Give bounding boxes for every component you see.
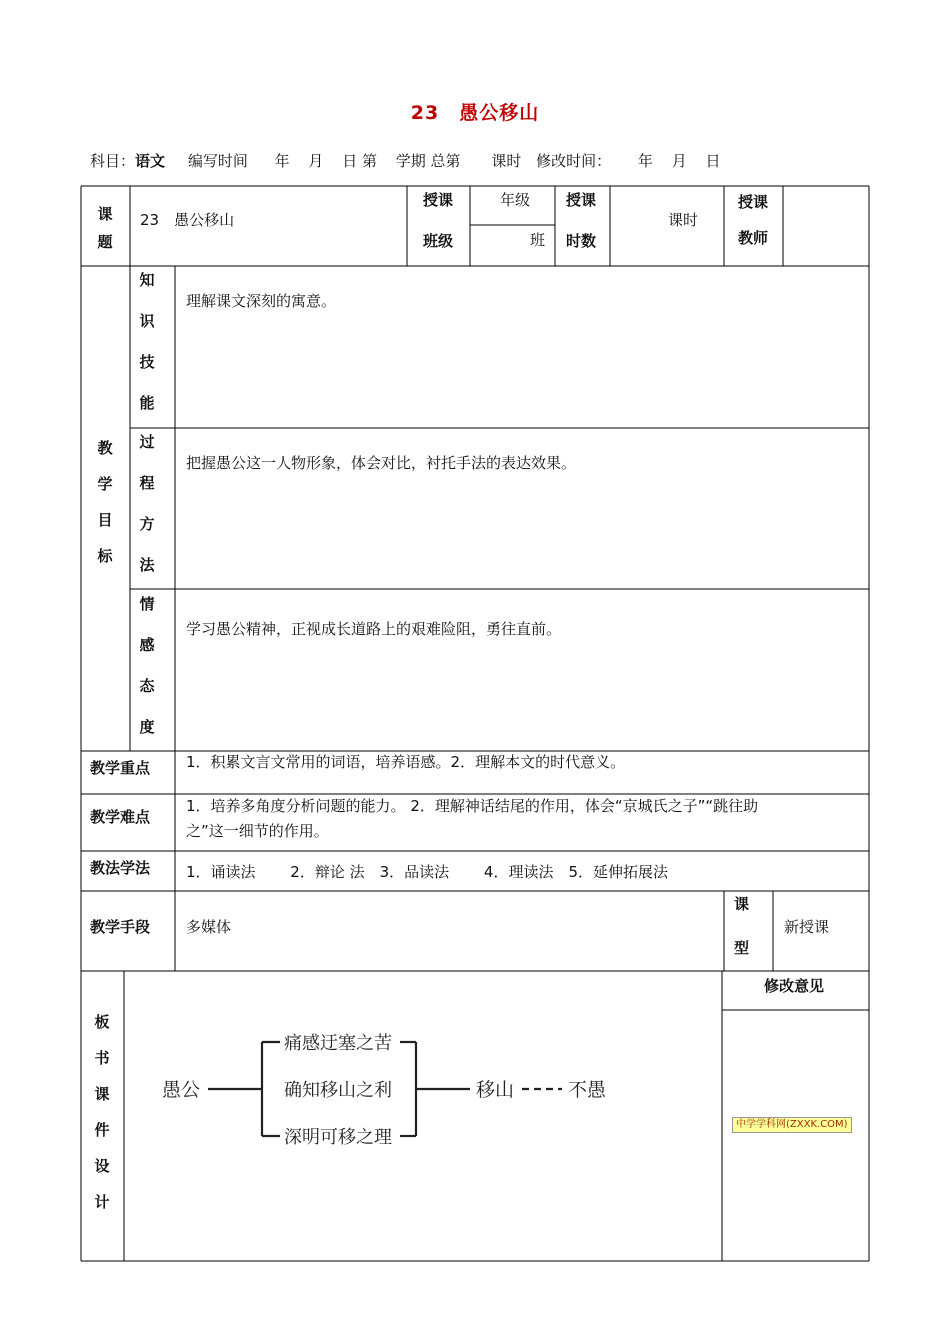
- means-text: 多媒体: [186, 918, 232, 936]
- hours-label-bottom: 时数: [566, 232, 597, 250]
- watermark-badge: 中学学科网(ZXXK.COM): [732, 1117, 852, 1133]
- period-label: 课时: [491, 152, 522, 170]
- hours-value: 课时: [668, 211, 699, 229]
- teacher-label-bottom: 教师: [738, 229, 769, 247]
- process-label: 过 程 方 法: [139, 433, 155, 574]
- grade-label: 年级: [500, 191, 531, 209]
- class-label-top: 授课: [423, 191, 454, 209]
- board-diagram: [150, 1020, 620, 1160]
- method-label: 教法学法: [90, 859, 151, 877]
- page-title: 23 愚公移山: [410, 102, 540, 124]
- topic-value: 23 愚公移山: [140, 211, 235, 229]
- meta-line: [90, 150, 721, 171]
- knowledge-text: 理解课文深刻的寓意。: [186, 292, 337, 310]
- write-time-label: 编写时间: [187, 152, 248, 170]
- class-label-bottom: 班级: [423, 232, 454, 250]
- type-label-top: 课: [734, 895, 750, 913]
- board-branch-3: 深明可移之理: [284, 1127, 392, 1148]
- subject-value: 语文: [135, 152, 166, 170]
- day2-label: 日: [705, 152, 721, 170]
- modify-time-label: 修改时间：: [536, 152, 612, 170]
- type-label-bottom: 型: [734, 939, 750, 957]
- subject-label: 科目：: [90, 152, 136, 170]
- board-label: 板 书 课 件 设 计: [94, 1013, 110, 1211]
- process-text: 把握愚公这一人物形象，体会对比，衬托手法的表达效果。: [186, 454, 577, 472]
- goals-label: 教 学 目 标: [97, 439, 113, 565]
- month2-label: 月: [671, 152, 687, 170]
- hours-label-top: 授课: [566, 191, 597, 209]
- key-text: 1．积累文言文常用的词语，培养语感。2．理解本文的时代意义。: [186, 753, 626, 771]
- means-label: 教学手段: [90, 918, 151, 936]
- board-result: 移山: [476, 1079, 515, 1101]
- board-root: 愚公: [162, 1079, 201, 1101]
- difficulty-text-2: 之”这一细节的作用。: [186, 822, 329, 840]
- term-total-label: 学期 总第: [395, 152, 461, 170]
- emotion-text: 学习愚公精神，正视成长道路上的艰难险阻，勇往直前。: [186, 620, 562, 638]
- key-label: 教学重点: [90, 759, 151, 777]
- year-label: 年: [274, 152, 290, 170]
- topic-label: 课 题: [97, 205, 113, 251]
- month-label: 月: [308, 152, 324, 170]
- year2-label: 年: [637, 152, 653, 170]
- board-branch-1: 痛感迂塞之苦: [284, 1033, 392, 1054]
- day-term-label: 日 第: [342, 152, 377, 170]
- board-branch-2: 确知移山之利: [284, 1080, 392, 1101]
- method-text: 1．诵读法 2．辩论 法 3．品读法 4．理读法 5．延伸拓展法: [186, 863, 669, 881]
- board-conclusion: 不愚: [568, 1079, 607, 1101]
- teacher-label-top: 授课: [738, 193, 769, 211]
- class-unit-label: 班: [530, 231, 546, 249]
- type-value: 新授课: [784, 918, 830, 936]
- difficulty-label: 教学难点: [90, 808, 151, 826]
- emotion-label: 情 感 态 度: [139, 595, 155, 736]
- knowledge-label: 知 识 技 能: [139, 271, 155, 412]
- revise-label: 修改意见: [764, 977, 825, 995]
- difficulty-text-1: 1．培养多角度分析问题的能力。 2．理解神话结尾的作用，体会“京城氏之子”“跳往助: [186, 797, 759, 815]
